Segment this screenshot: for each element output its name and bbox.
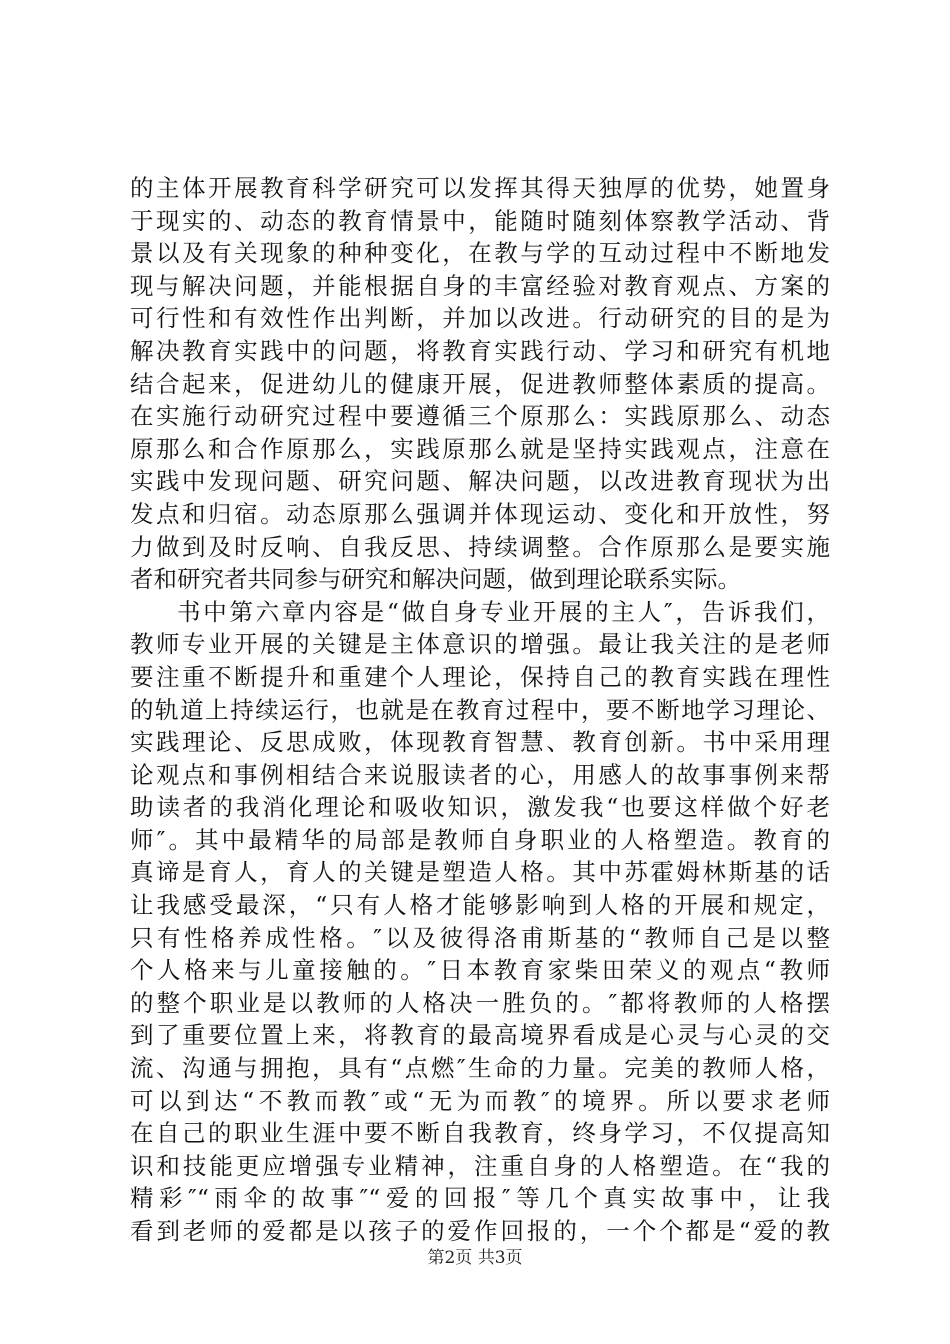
text-line: 的主体开展教育科学研究可以发挥其得天独厚的优势，她置身	[130, 174, 830, 202]
page-number-label: 第2页 共3页	[427, 1248, 523, 1268]
text-line: 看到老师的爱都是以孩子的爱作回报的，一个个都是“爱的教	[130, 1217, 830, 1245]
text-line: 个人格来与儿童接触的。″日本教育家柴田荣义的观点“教师	[130, 956, 830, 985]
text-line: 识和技能更应增强专业精神，注重自身的人格塑造。在“我的	[130, 1151, 830, 1180]
text-line: 的轨道上持续运行，也就是在教育过程中，要不断地学习理论、	[130, 695, 830, 724]
text-line: 精彩″“雨伞的故事″“爱的回报″等几个真实故事中，让我	[130, 1184, 830, 1213]
body-text	[130, 172, 830, 1248]
text-line: 实践理论、反思成败，体现教育智慧、教育创新。书中采用理	[130, 728, 830, 757]
text-line: 到了重要位置上来，将教育的最高境界看成是心灵与心灵的交	[130, 1021, 830, 1050]
text-line: 可以到达“不教而教″或“无为而教″的境界。所以要求老师	[130, 1086, 830, 1115]
text-line: 于现实的、动态的教育情景中，能随时随刻体察教学活动、背	[130, 206, 830, 235]
text-line: 师″。其中最精华的局部是教师自身职业的人格塑造。教育的	[130, 825, 830, 854]
paragraph-1	[130, 172, 830, 596]
paragraph-2	[130, 596, 830, 1248]
text-line: 解决教育实践中的问题，将教育实践行动、学习和研究有机地	[130, 336, 830, 365]
text-line: 可行性和有效性作出判断，并加以改进。行动研究的目的是为	[130, 304, 830, 333]
text-line: 只有性格养成性格。″以及彼得洛甫斯基的“教师自己是以整	[130, 923, 830, 952]
text-line: 要注重不断提升和重建个人理论，保持自己的教育实践在理性	[130, 662, 830, 691]
text-line: 流、沟通与拥抱，具有“点燃″生命的力量。完美的教师人格，	[130, 1054, 830, 1083]
text-line: 让我感受最深，“只有人格才能够影响到人格的开展和规定，	[130, 891, 830, 920]
text-line: 真谛是育人，育人的关键是塑造人格。其中苏霍姆林斯基的话	[130, 858, 830, 887]
text-line: 在自己的职业生涯中要不断自我教育，终身学习，不仅提高知	[130, 1119, 830, 1148]
text-line: 书中第六章内容是“做自身专业开展的主人″，告诉我们，	[177, 597, 830, 626]
text-line: 助读者的我消化理论和吸收知识，激发我“也要这样做个好老	[130, 793, 830, 822]
page-footer	[0, 1248, 950, 1268]
text-line: 结合起来，促进幼儿的健康开展，促进教师整体素质的提高。	[130, 369, 830, 398]
text-line: 教师专业开展的关键是主体意识的增强。最让我关注的是老师	[130, 630, 830, 659]
text-line: 原那么和合作原那么，实践原那么就是坚持实践观点，注意在	[130, 434, 830, 463]
text-line: 的整个职业是以教师的人格决一胜负的。″都将教师的人格摆	[130, 988, 830, 1017]
text-line: 力做到及时反响、自我反思、持续调整。合作原那么是要实施	[130, 532, 830, 561]
text-line: 论观点和事例相结合来说服读者的心，用感人的故事事例来帮	[130, 760, 830, 789]
text-line: 者和研究者共同参与研究和解决问题，做到理论联系实际。	[130, 565, 741, 594]
text-line: 发点和归宿。动态原那么强调并体现运动、变化和开放性，努	[130, 499, 830, 528]
text-line: 实践中发现问题、研究问题、解决问题，以改进教育现状为出	[130, 467, 830, 496]
text-line: 景以及有关现象的种种变化，在教与学的互动过程中不断地发	[130, 239, 830, 268]
text-line: 在实施行动研究过程中要遵循三个原那么：实践原那么、动态	[130, 402, 830, 431]
text-line: 现与解决问题，并能根据自身的丰富经验对教育观点、方案的	[130, 271, 830, 300]
